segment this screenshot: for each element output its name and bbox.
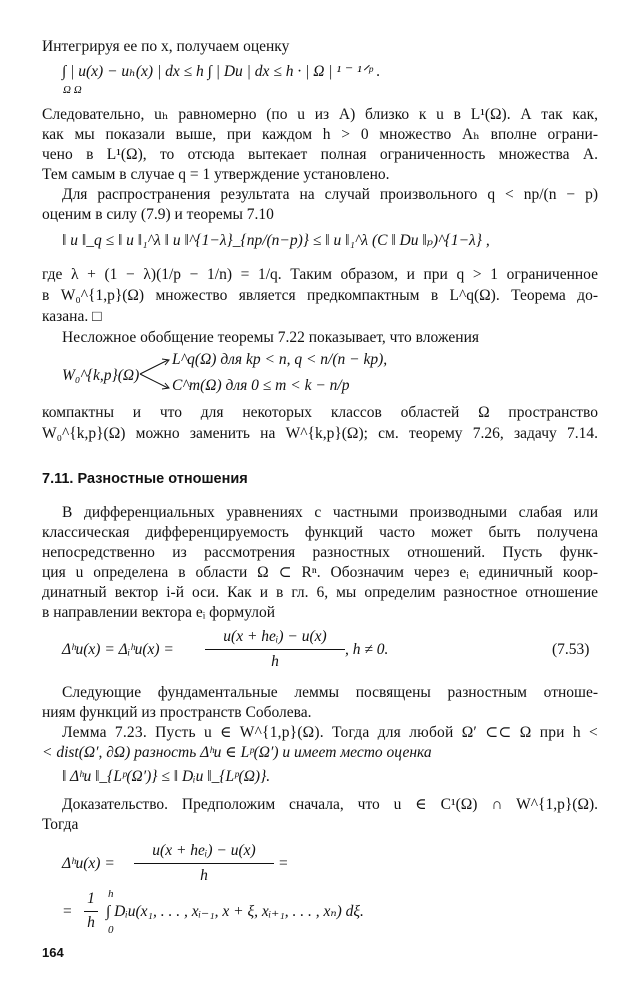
lemma-statement: < dist(Ω′, ∂Ω) разность Δʰu ∈ Lᵖ(Ω′) и имеет место оценка bbox=[42, 744, 432, 761]
equation-final-numerator: u(x + heᵢ) − u(x) bbox=[152, 842, 256, 859]
text-line: непосредственно из рассмотрения разностных отношений. Пусть функ- bbox=[42, 544, 598, 561]
equation-integral-prefix: = bbox=[62, 903, 73, 920]
integral-lower-limit: 0 bbox=[108, 924, 114, 936]
text-line: Интегрируя ее по x, получаем оценку bbox=[42, 38, 290, 55]
equation-integral-frac-num: 1 bbox=[87, 890, 95, 907]
text-line: Следующие фундаментальные леммы посвящены разностным отноше- bbox=[62, 684, 598, 701]
fraction-bar bbox=[134, 863, 274, 864]
equation-integral-frac-den: h bbox=[87, 914, 95, 931]
equation-final-left: Δʰu(x) = bbox=[62, 855, 115, 872]
page-number: 164 bbox=[42, 945, 64, 960]
embedding-arrows bbox=[138, 356, 172, 392]
text-line: Для распространения результата на случай произвольного q < np/(n − p) bbox=[62, 186, 598, 203]
equation-753-left: Δʰu(x) = Δᵢʰu(x) = bbox=[62, 641, 174, 658]
embedding-target-cm: C^m(Ω) для 0 ≤ m < k − n/p bbox=[172, 377, 350, 394]
fraction-bar bbox=[84, 911, 98, 912]
lemma-statement: Лемма 7.23. Пусть u ∈ W^{1,p}(Ω). Тогда для любой Ω′ ⊂⊂ Ω при h < bbox=[62, 724, 598, 741]
formula-limits: Ω Ω bbox=[63, 84, 82, 96]
text-line: динатный вектор i-й оси. Как и в гл. 6, мы определим разностное отношение bbox=[42, 584, 598, 601]
text-line: Тогда bbox=[42, 816, 79, 833]
text-line: ция u определена в области Ω ⊂ Rⁿ. Обозначим через eᵢ единичный коор- bbox=[42, 564, 598, 581]
equation-753-condition: , h ≠ 0. bbox=[345, 641, 389, 658]
formula-estimate: ∫ | u(x) − uₕ(x) | dx ≤ h ∫ | Du | dx ≤ h · | Ω | ¹ ⁻ ¹ᐟᵖ . bbox=[62, 63, 381, 80]
text-line: Тем самым в случае q = 1 утверждение установлено. bbox=[42, 166, 390, 183]
equation-753-numerator: u(x + heᵢ) − u(x) bbox=[223, 628, 327, 645]
integral-upper-limit: h bbox=[108, 888, 114, 900]
equation-final-denominator: h bbox=[200, 867, 208, 884]
text-line: компактны и что для некоторых классов областей Ω пространство bbox=[42, 404, 598, 421]
text-line: В дифференциальных уравнениях с частными производными слабая или bbox=[62, 504, 598, 521]
text-line: Несложное обобщение теоремы 7.22 показывает, что вложения bbox=[62, 329, 479, 346]
text-line: в W₀^{1,p}(Ω) множество является предкомпактным в L^q(Ω). Теорема до- bbox=[42, 287, 598, 304]
text-line: где λ + (1 − λ)(1/p − 1/n) = 1/q. Таким образом, и при q > 1 ограниченное bbox=[42, 266, 598, 283]
equation-753-denominator: h bbox=[271, 653, 279, 670]
equation-number: (7.53) bbox=[552, 641, 590, 658]
proof-line: Доказательство. Предположим сначала, что u ∈ C¹(Ω) ∩ W^{1,p}(Ω). bbox=[62, 796, 598, 813]
formula-norm-estimate: ‖ u ‖_q ≤ ‖ u ‖₁^λ ‖ u ‖^{1−λ}_{np/(n−p)} ≤ ‖ u ‖₁^λ (C ‖ Du ‖ₚ)^{1−λ} , bbox=[62, 232, 490, 249]
text-line: оценим в силу (7.9) и теоремы 7.10 bbox=[42, 206, 274, 223]
equation-integral-body: ∫ Dᵢu(x₁, . . . , xᵢ₋₁, x + ξ, xᵢ₊₁, . . . , xₙ) dξ. bbox=[106, 903, 364, 920]
fraction-bar bbox=[205, 649, 345, 650]
text-line: W₀^{k,p}(Ω) можно заменить на W^{k,p}(Ω); см. теорему 7.26, задачу 7.14. bbox=[42, 425, 598, 442]
lemma-estimate: ‖ Δʰu ‖_{Lᵖ(Ω′)} ≤ ‖ Dᵢu ‖_{Lᵖ(Ω)}. bbox=[62, 768, 271, 785]
embedding-space: W₀^{k,p}(Ω) bbox=[62, 367, 140, 384]
text-line: ниям функций из пространств Соболева. bbox=[42, 704, 312, 721]
text-line: классическая дифференцируемость функций часто может быть получена bbox=[42, 524, 598, 541]
text-line: Следовательно, uₕ равномерно (по u из A) близко к u в L¹(Ω). А так как, bbox=[42, 106, 598, 123]
text-line: как мы показали выше, при каждом h > 0 множество Aₕ вполне ограни- bbox=[42, 126, 598, 143]
equation-final-equals: = bbox=[278, 855, 289, 872]
embedding-target-lq: L^q(Ω) для kp < n, q < n/(n − kp), bbox=[172, 351, 388, 368]
text-line: в направлении вектора eᵢ формулой bbox=[42, 604, 276, 621]
text-line: чено в L¹(Ω), то отсюда вытекает полная ограниченность множества A. bbox=[42, 146, 598, 163]
text-line: казана. □ bbox=[42, 308, 102, 325]
section-heading: 7.11. Разностные отношения bbox=[42, 471, 248, 487]
